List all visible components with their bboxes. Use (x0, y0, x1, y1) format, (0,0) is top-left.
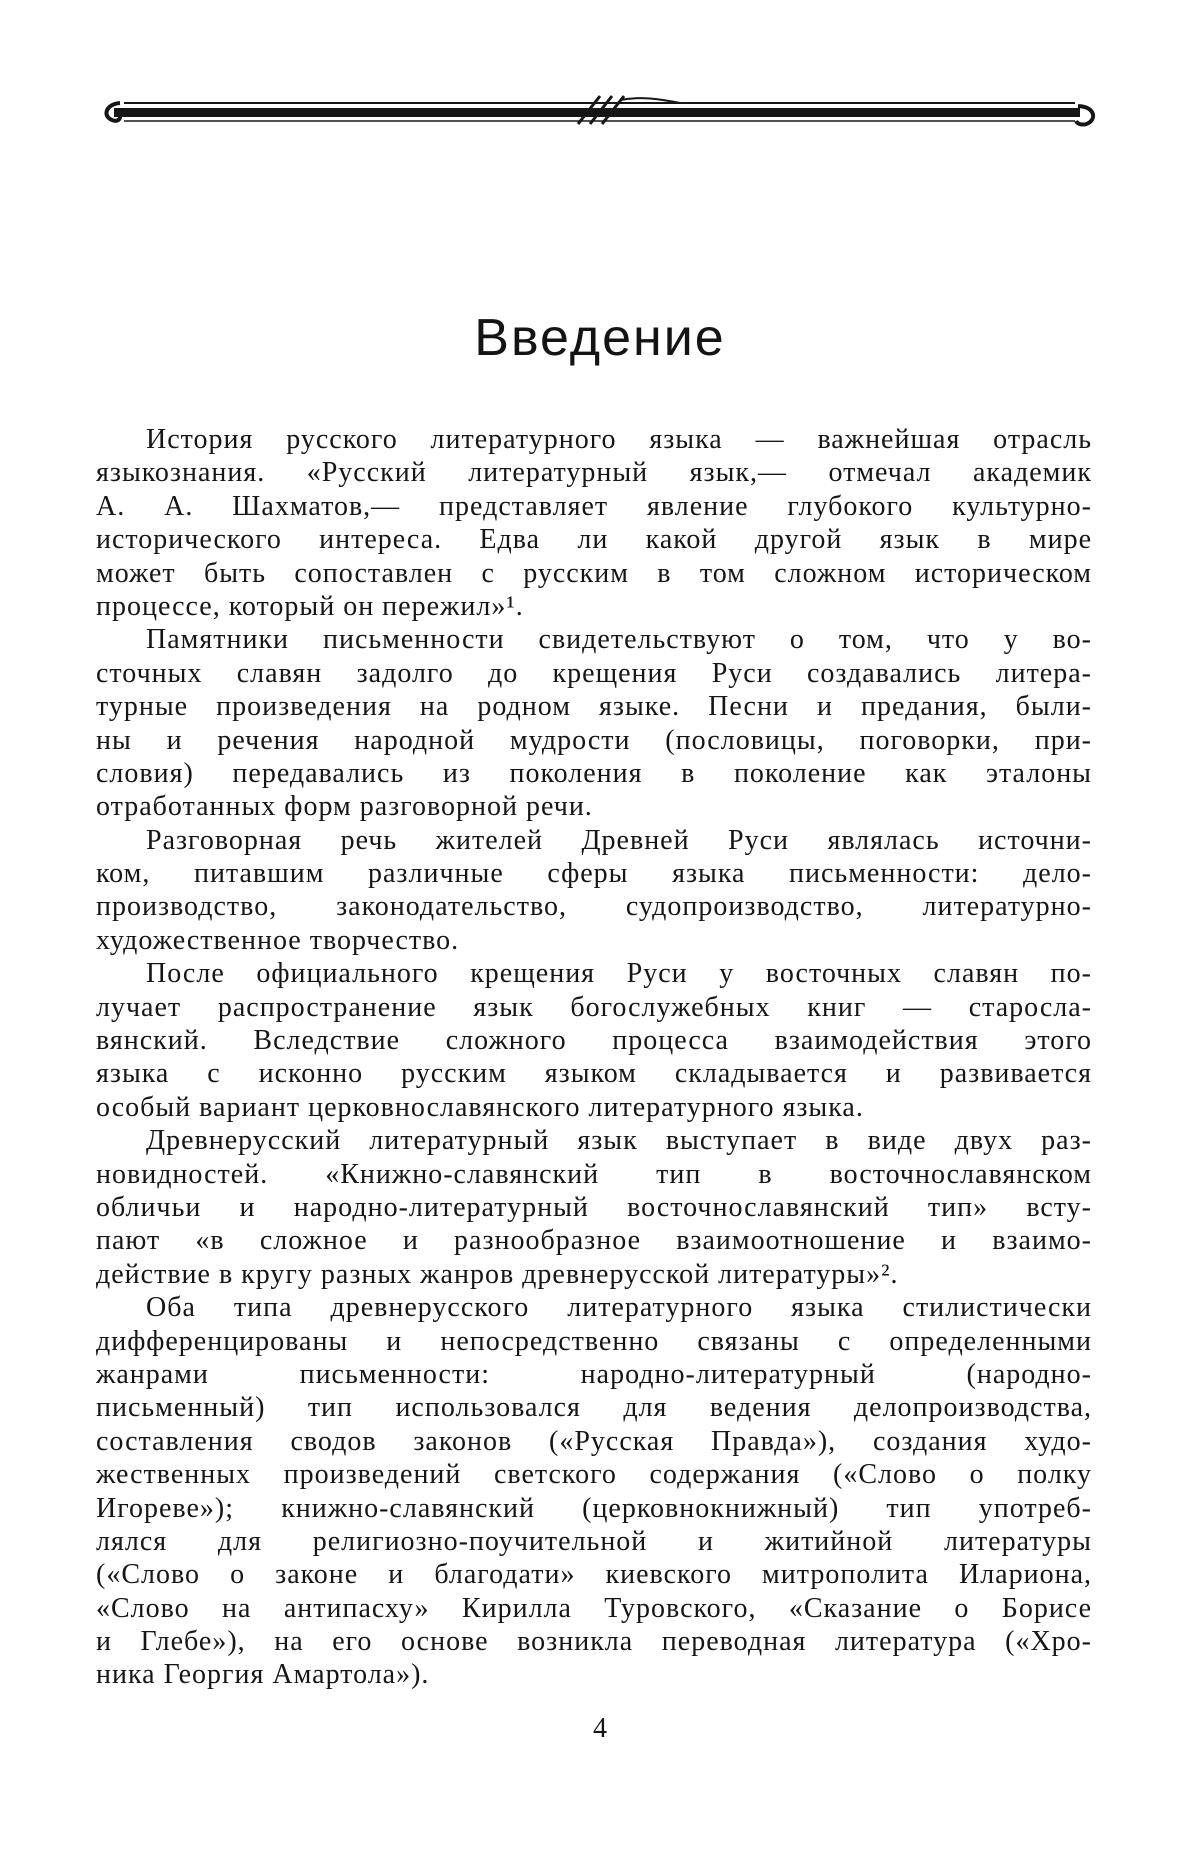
text-line: А. А. Шахматов,— представляет явление глубокого культурно- (96, 490, 1092, 522)
text-line: лялся для религиозно-поучительной и житийной литературы (96, 1525, 1092, 1557)
text-line: отработанных форм разговорной речи. (96, 791, 593, 823)
text-line: дифференцированы и непосредственно связаны с определенными (96, 1325, 1092, 1357)
text-line: жанрами письменности: народно-литературный (народно- (96, 1358, 1092, 1390)
text-line: жественных произведений светского содержания («Слово о полку (96, 1459, 1092, 1491)
text-line: действие в кругу разных жанров древнерусской литературы»². (96, 1258, 899, 1290)
text-line: ника Георгия Амартола»). (96, 1659, 430, 1691)
page-number: 4 (593, 1713, 607, 1744)
paragraph-1 (96, 423, 1092, 623)
text-line: пают «в сложное и разнообразное взаимоотношение и взаимо- (96, 1225, 1092, 1257)
text-line: Памятники письменности свидетельствуют о том, что у во- (146, 624, 1092, 656)
text-line: сточных славян задолго до крещения Руси создавались литера- (96, 657, 1092, 689)
chapter-title: Введение (474, 309, 726, 367)
text-line: Оба типа древнерусского литературного языка стилистически (146, 1292, 1092, 1324)
text-line: новидностей. «Книжно-славянский тип в восточнославянском (96, 1158, 1092, 1190)
text-line: словия) передавались из поколения в поколение как эталоны (96, 757, 1092, 789)
paragraph-2 (96, 623, 1092, 823)
text-line: и Глебе»), на его основе возникла переводная литература («Хро- (96, 1626, 1092, 1658)
text-line: После официального крещения Руси у восточных славян по- (146, 958, 1092, 990)
text-line: письменный) тип использовался для ведения делопроизводства, (96, 1392, 1092, 1424)
paragraph-5 (96, 1124, 1092, 1291)
text-line: турные произведения на родном языке. Песни и предания, были- (96, 691, 1092, 723)
paragraph-6 (96, 1291, 1092, 1692)
text-line: ком, питавшим различные сферы языка письменности: дело- (96, 858, 1092, 890)
header-ornament-rule (100, 90, 1100, 135)
text-line: обличьи и народно-литературный восточнославянский тип» всту- (96, 1191, 1092, 1223)
text-line: вянский. Вследствие сложного процесса взаимодействия этого (96, 1025, 1092, 1057)
text-line: художественное творчество. (96, 924, 460, 956)
text-line: История русского литературного языка — важнейшая отрасль (146, 424, 1092, 455)
text-line: Игореве»); книжно-славянский (церковнокнижный) тип употреб- (96, 1492, 1092, 1524)
text-line: Древнерусский литературный язык выступает в виде двух раз- (146, 1125, 1092, 1157)
text-line: особый вариант церковнославянского литературного языка. (96, 1091, 864, 1123)
text-line: ны и речения народной мудрости (пословицы, поговорки, при- (96, 724, 1092, 756)
body-text (96, 423, 1092, 1692)
text-line: языкознания. «Русский литературный язык,— отмечал академик (96, 457, 1092, 489)
text-line: может быть сопоставлен с русским в том сложном историческом (96, 557, 1092, 589)
text-line: («Слово о законе и благодати» киевского митрополита Илариона, (96, 1559, 1092, 1591)
text-line: лучает распространение язык богослужебных книг — старосла- (96, 991, 1092, 1023)
text-line: языка с исконно русским языком складывается и развивается (96, 1058, 1092, 1090)
text-line: «Слово на антипасху» Кирилла Туровского, «Сказание о Борисе (96, 1592, 1092, 1624)
text-line: производство, законодательство, судопроизводство, литературно- (96, 891, 1092, 923)
text-line: составления сводов законов («Русская Правда»), создания худо- (96, 1425, 1092, 1457)
paragraph-4 (96, 957, 1092, 1124)
text-line: Разговорная речь жителей Древней Руси являлась источни- (146, 824, 1092, 856)
text-line: процессе, который он пережил»¹. (96, 590, 524, 622)
paragraph-3 (96, 824, 1092, 958)
text-line: исторического интереса. Едва ли какой другой язык в мире (96, 524, 1092, 556)
